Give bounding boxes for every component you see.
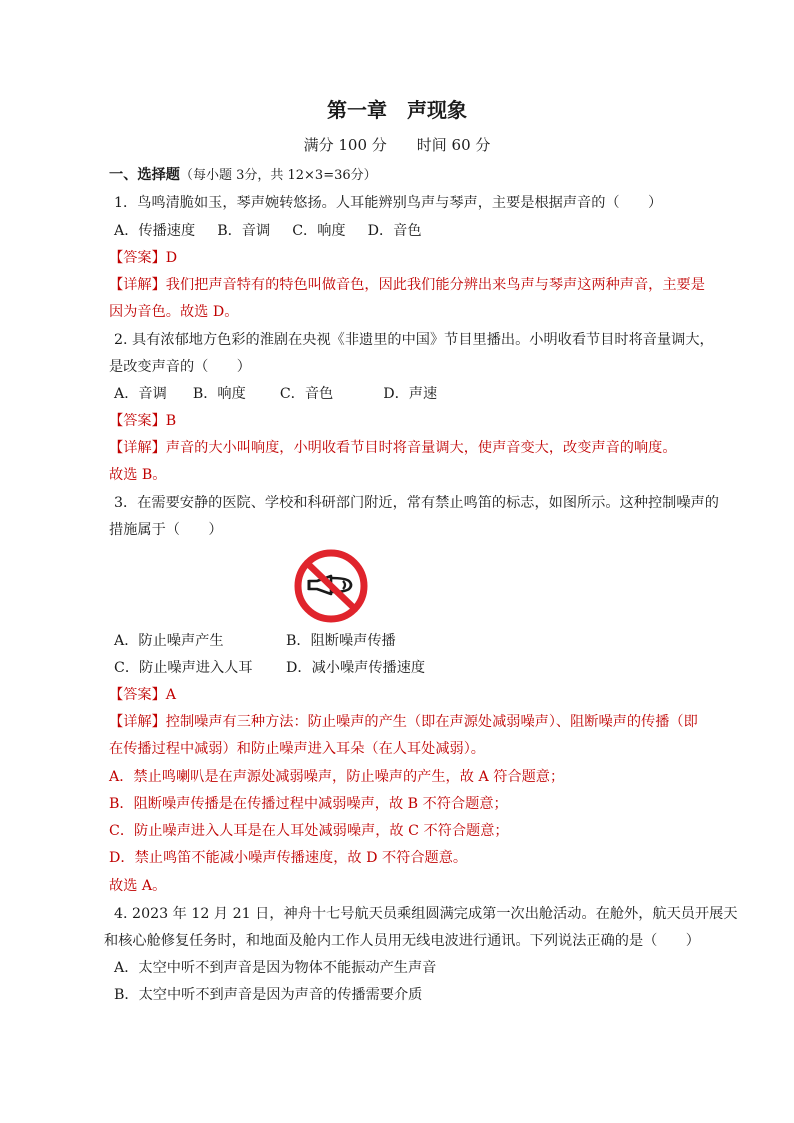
page-title: 第一章 声现象 [327,98,467,122]
question-3-detail-cont: 在传播过程中减弱）和防止噪声进入耳朵（在人耳处减弱）。 [109,741,485,757]
question-1-options [114,221,714,241]
answer-value: A [165,687,177,703]
q3-option-c: C．防止噪声进入人耳 [114,660,253,676]
no-honking-sign-icon [293,548,369,624]
question-2-stem: 2. 具有浓郁地方色彩的淮剧在央视《非遗里的中国》节目里播出。小明收看节目时将音量调大， [114,332,714,348]
question-3-stem-cont: 措施属于（ ） [109,522,223,538]
question-3-options-row-2 [114,658,714,678]
q1-option-a: A．传播速度 [114,223,196,239]
q3-option-d: D．减小噪声传播速度 [286,660,426,676]
answer-value: B [165,413,177,429]
detail-tag: 【详解】 [109,714,166,730]
question-2-detail [109,438,709,458]
answer-tag: 【答案】 [109,413,166,429]
q1-option-c: C．响度 [292,223,346,239]
section-note: （每小题 3分，共 12×3=36分） [179,168,377,183]
question-3-detail [109,712,709,732]
detail-tag: 【详解】 [109,277,166,293]
q2-option-d: D．声速 [383,386,438,402]
question-2-stem-cont: 是改变声音的（ ） [109,359,251,375]
detail-tag: 【详解】 [109,440,166,456]
section-title: 一、选择题 [109,167,180,183]
q4-option-a: A．太空中听不到声音是因为物体不能振动产生声音 [114,960,437,976]
question-2-answer [109,411,709,431]
question-1-answer [109,248,709,268]
q2-option-c: C．音色 [279,386,334,402]
question-4-stem-cont: 和核心舱修复任务时，和地面及舱内工作人员用无线电波进行通讯。下列说法正确的是（ ） [104,933,700,949]
question-1-stem: 1．鸟鸣清脆如玉，琴声婉转悠扬。人耳能辨别鸟声与琴声，主要是根据声音的（ ） [114,195,663,211]
question-3-conclusion: 故选 A。 [109,878,167,894]
question-3-detail-b: B．阻断噪声传播是在传播过程中减弱噪声，故 B 不符合题意； [109,796,508,812]
question-1-detail-cont: 因为音色。故选 D。 [109,304,239,320]
q1-option-d: D．音色 [367,223,422,239]
question-2-conclusion: 故选 B。 [109,467,167,483]
question-3-detail-d: D．禁止鸣笛不能减小噪声传播速度，故 D 不符合题意。 [109,850,468,866]
answer-tag: 【答案】 [109,250,166,266]
question-4-stem: 4. 2023 年 12 月 21 日，神舟十七号航天员乘组圆满完成第一次出舱活动。在舱外，航天员开展天 [114,906,738,922]
q4-option-b: B．太空中听不到声音是因为声音的传播需要介质 [114,987,423,1003]
answer-tag: 【答案】 [109,687,166,703]
question-3-answer [109,685,709,705]
question-2-options [114,384,714,404]
question-1-detail [109,275,709,295]
question-3-detail-a: A．禁止鸣喇叭是在声源处减弱噪声，防止噪声的产生，故 A 符合题意； [109,769,565,785]
detail-text: 声音的大小叫响度，小明收看节目时将音量调大，使声音变大，改变声音的响度。 [165,440,677,456]
exam-info: 满分 100 分 时间 60 分 [303,136,491,154]
q3-option-b: B．阻断噪声传播 [286,633,396,649]
question-3-stem: 3．在需要安静的医院、学校和科研部门附近，常有禁止鸣笛的标志，如图所示。这种控制噪声的 [114,495,719,511]
question-3-detail-c: C．防止噪声进入人耳是在人耳处减弱噪声，故 C 不符合题意； [109,823,509,839]
answer-value: D [165,250,178,266]
q1-option-b: B．音调 [217,223,271,239]
detail-text: 控制噪声有三种方法：防止噪声的产生（即在声源处减弱噪声）、阻断噪声的传播（即 [165,714,698,730]
detail-text: 我们把声音特有的特色叫做音色，因此我们能分辨出来鸟声与琴声这两种声音，主要是 [165,277,705,293]
q3-option-a: A．防止噪声产生 [114,633,224,649]
question-3-options-row-1 [114,631,714,651]
section-heading [109,165,709,186]
q2-option-a: A．音调 [114,386,167,402]
q2-option-b: B．响度 [192,386,246,402]
